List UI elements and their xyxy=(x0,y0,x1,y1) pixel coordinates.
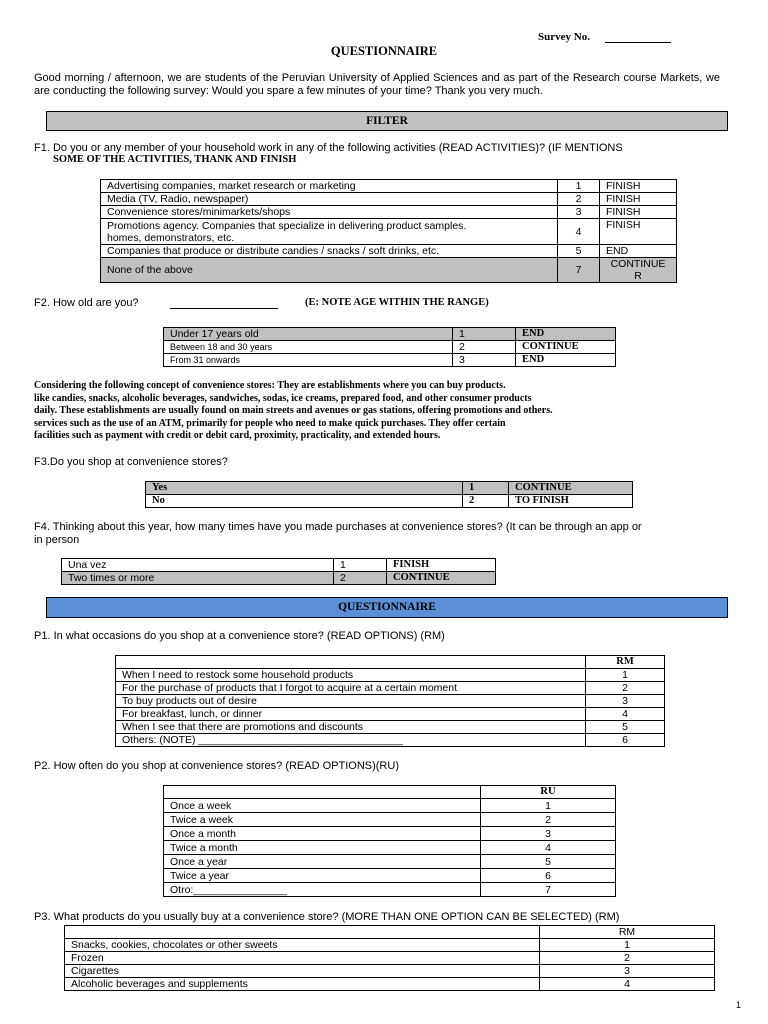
p3-table xyxy=(64,925,715,991)
table-header-row xyxy=(116,656,665,669)
option-label: From 31 onwards xyxy=(164,354,453,367)
option-label: To buy products out of desire xyxy=(116,695,586,708)
column-header: RM xyxy=(540,926,715,939)
table-row xyxy=(101,206,677,219)
table-row xyxy=(146,482,633,495)
column-header: RM xyxy=(586,656,665,669)
option-code[interactable]: 6 xyxy=(481,869,616,883)
option-code[interactable]: 2 xyxy=(334,572,387,585)
option-action: END xyxy=(516,328,616,341)
page-title: QUESTIONNAIRE xyxy=(330,44,438,58)
f3-question: F3.Do you shop at convenience stores? xyxy=(34,456,228,468)
option-label: When I need to restock some household products xyxy=(116,669,586,682)
p1-question: P1. In what occasions do you shop at a convenience store? (READ OPTIONS) (RM) xyxy=(34,630,445,642)
option-code[interactable]: 1 xyxy=(334,559,387,572)
option-label: None of the above xyxy=(101,258,558,283)
table-row xyxy=(65,939,715,952)
option-code[interactable]: 7 xyxy=(481,883,616,897)
option-code[interactable]: 6 xyxy=(586,734,665,747)
option-action: END xyxy=(516,354,616,367)
table-row xyxy=(164,354,616,367)
concept-line: Considering the following concept of convenience stores: They are establishments where you can buy products. xyxy=(34,380,506,391)
option-label: Twice a month xyxy=(164,841,481,855)
option-code[interactable]: 1 xyxy=(481,799,616,813)
table-row xyxy=(164,827,616,841)
table-row xyxy=(116,734,665,747)
concept-line: like candies, snacks, alcoholic beverages, sandwiches, sodas, ice creams, prepared food, and other consumer products xyxy=(34,392,532,404)
option-code[interactable]: 2 xyxy=(586,682,665,695)
f4-question-line2: in person xyxy=(34,534,80,546)
option-code[interactable]: 4 xyxy=(481,841,616,855)
option-label: When I see that there are promotions and discounts xyxy=(116,721,586,734)
option-code[interactable]: 2 xyxy=(463,495,509,508)
f1-question: F1. Do you or any member of your household work in any of the following activities (READ ACTIVITIES)? (IF MENTIONS xyxy=(34,142,623,154)
option-code[interactable]: 3 xyxy=(586,695,665,708)
option-label: No xyxy=(146,495,463,508)
option-label xyxy=(101,219,558,245)
option-code[interactable]: 2 xyxy=(558,193,600,206)
table-row xyxy=(65,965,715,978)
table-row xyxy=(101,193,677,206)
option-code[interactable]: 4 xyxy=(558,219,600,245)
option-code[interactable]: 5 xyxy=(481,855,616,869)
option-code[interactable]: 3 xyxy=(453,354,516,367)
option-action: CONTINUE xyxy=(509,482,633,495)
option-code[interactable]: 1 xyxy=(453,328,516,341)
option-label: Twice a year xyxy=(164,869,481,883)
option-code[interactable]: 7 xyxy=(558,258,600,283)
option-action: CONTINUE xyxy=(387,572,496,585)
table-row xyxy=(116,708,665,721)
table-row xyxy=(101,245,677,258)
f4-question xyxy=(34,521,724,547)
option-label: Advertising companies, market research or marketing xyxy=(101,180,558,193)
p2-question: P2. How often do you shop at convenience stores? (READ OPTIONS)(RU) xyxy=(34,760,399,772)
table-row xyxy=(146,495,633,508)
concept-line: services such as the use of an ATM, primarily for people who need to make quick purchases. They offer certain xyxy=(34,417,506,429)
survey-number-field[interactable] xyxy=(605,42,671,43)
p3-question: P3. What products do you usually buy at a convenience store? (MORE THAN ONE OPTION CAN BE SELECTED) (RM) xyxy=(34,911,620,923)
option-label: Alcoholic beverages and supplements xyxy=(65,978,540,991)
option-label: Others: (NOTE) ___________________________________ xyxy=(116,734,586,747)
concept-line: facilities such as payment with credit or debit card, proximity, practicality, and extended hours. xyxy=(34,430,441,441)
option-code[interactable]: 2 xyxy=(481,813,616,827)
table-row xyxy=(62,572,496,585)
table-header-row xyxy=(164,786,616,799)
table-row xyxy=(164,855,616,869)
option-code[interactable]: 2 xyxy=(540,952,715,965)
page-number: 1 xyxy=(736,1000,742,1010)
f4-question-line1: F4. Thinking about this year, how many times have you made purchases at convenience stores? (It can be through an app or xyxy=(34,521,642,533)
option-code[interactable]: 4 xyxy=(540,978,715,991)
table-row xyxy=(164,341,616,354)
f3-table xyxy=(145,481,633,508)
option-label: Yes xyxy=(146,482,463,495)
option-code[interactable]: 5 xyxy=(586,721,665,734)
concept-line: daily. These establishments are usually found on main streets and avenues or gas stations, offering promotions and others. xyxy=(34,405,553,416)
option-label: For the purchase of products that I forgot to acquire at a certain moment xyxy=(116,682,586,695)
option-action: TO FINISH xyxy=(509,495,633,508)
option-label-line1: Promotions agency. Companies that specialize in delivering product samples. xyxy=(107,219,467,232)
option-label: Cigarettes xyxy=(65,965,540,978)
option-label: Snacks, cookies, chocolates or other sweets xyxy=(65,939,540,952)
column-header: RU xyxy=(481,786,616,799)
table-row xyxy=(116,682,665,695)
option-action: FINISH xyxy=(600,193,677,206)
option-action: FINISH xyxy=(600,180,677,193)
option-action: CONTINUE xyxy=(516,341,616,354)
option-code[interactable]: 4 xyxy=(586,708,665,721)
option-label: Once a month xyxy=(164,827,481,841)
table-row xyxy=(116,669,665,682)
table-row xyxy=(116,721,665,734)
option-label: Once a week xyxy=(164,799,481,813)
option-label: Twice a week xyxy=(164,813,481,827)
table-row xyxy=(116,695,665,708)
table-row xyxy=(164,883,616,897)
option-label: Once a year xyxy=(164,855,481,869)
survey-number-label: Survey No. xyxy=(538,31,671,43)
option-action: FINISH xyxy=(600,206,677,219)
f1-instruction: SOME OF THE ACTIVITIES, THANK AND FINISH xyxy=(53,154,297,165)
filter-bar: FILTER xyxy=(46,111,728,131)
table-row xyxy=(164,799,616,813)
option-action: FINISH xyxy=(600,219,677,245)
table-header-row xyxy=(65,926,715,939)
option-code[interactable]: 3 xyxy=(558,206,600,219)
questionnaire-bar: QUESTIONNAIRE xyxy=(46,597,728,618)
option-code[interactable]: 5 xyxy=(558,245,600,258)
f4-table xyxy=(61,558,496,585)
table-row xyxy=(101,180,677,193)
table-row xyxy=(65,978,715,991)
option-label: Under 17 years old xyxy=(164,328,453,341)
option-code[interactable]: 1 xyxy=(540,939,715,952)
option-label: Otro:________________ xyxy=(164,883,481,897)
table-row xyxy=(164,841,616,855)
option-label: Companies that produce or distribute candies / snacks / soft drinks, etc. xyxy=(101,245,558,258)
option-code[interactable]: 1 xyxy=(586,669,665,682)
concept-text xyxy=(34,380,670,443)
option-code[interactable]: 2 xyxy=(453,341,516,354)
table-row xyxy=(164,328,616,341)
option-action-line2: R xyxy=(634,270,642,282)
option-label: For breakfast, lunch, or dinner xyxy=(116,708,586,721)
option-label: Convenience stores/minimarkets/shops xyxy=(101,206,558,219)
option-action: END xyxy=(600,245,677,258)
option-label: Between 18 and 30 years xyxy=(164,341,453,354)
option-label: Frozen xyxy=(65,952,540,965)
option-action-line1: CONTINUE xyxy=(610,258,666,270)
option-label: Media (TV, Radio, newspaper) xyxy=(101,193,558,206)
option-code[interactable]: 3 xyxy=(481,827,616,841)
table-row xyxy=(62,559,496,572)
p2-table xyxy=(163,785,616,897)
option-action: FINISH xyxy=(387,559,496,572)
table-row xyxy=(164,813,616,827)
f1-table xyxy=(100,179,677,283)
f2-table xyxy=(163,327,616,367)
p1-table xyxy=(115,655,665,747)
f2-question: F2. How old are you? xyxy=(34,297,139,309)
table-row xyxy=(101,219,677,245)
table-row xyxy=(65,952,715,965)
option-action xyxy=(600,258,677,283)
option-code[interactable]: 1 xyxy=(558,180,600,193)
option-code[interactable]: 3 xyxy=(540,965,715,978)
table-row xyxy=(101,258,677,283)
f2-note: (E: NOTE AGE WITHIN THE RANGE) xyxy=(305,297,489,308)
intro-text: Good morning / afternoon, we are students of the Peruvian University of Applied Sciences and as part of the Research course Markets, we are conducting the following survey: Would you spare a few minutes of your time? Thank you very much. xyxy=(34,72,720,97)
age-field[interactable] xyxy=(170,297,278,309)
option-label: Two times or more xyxy=(62,572,334,585)
option-code[interactable]: 1 xyxy=(463,482,509,495)
table-row xyxy=(164,869,616,883)
option-label: Una vez xyxy=(62,559,334,572)
option-label-line2: homes, demonstrators, etc. xyxy=(107,231,235,244)
